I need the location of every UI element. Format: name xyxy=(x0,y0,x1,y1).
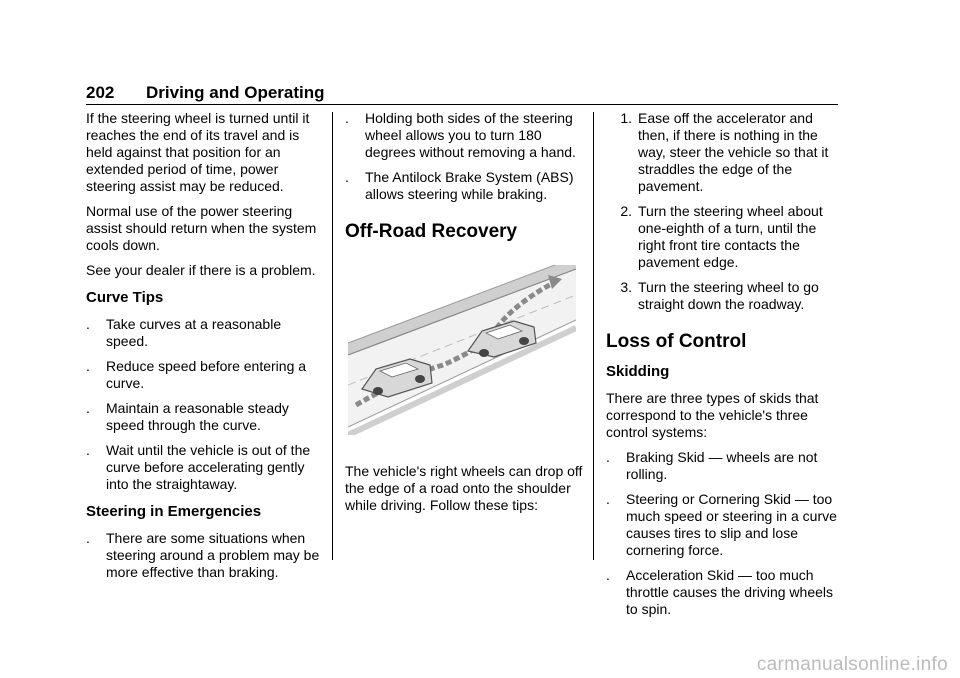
step-text: Turn the steering wheel about one-eighth of a turn, until the right front tire contacts the pavement edge. xyxy=(638,203,823,270)
column-1 xyxy=(86,110,324,589)
paragraph: Normal use of the power steering assist should return when the system cools down. xyxy=(86,203,317,253)
list-item xyxy=(606,449,844,483)
step-number: 1. xyxy=(620,110,632,126)
bullet-marker: . xyxy=(86,530,90,546)
column-3 xyxy=(606,110,844,626)
curve-tips-heading: Curve Tips xyxy=(86,289,164,306)
list-item-text: Wait until the vehicle is out of the curve before accelerating gently into the straightaway. xyxy=(106,442,311,492)
list-item-text: Braking Skid — wheels are not rolling. xyxy=(626,449,818,482)
list-item-text: Reduce speed before entering a curve. xyxy=(106,358,307,391)
list-item-text: There are some situations when steering around a problem may be more effective than braking. xyxy=(106,530,320,580)
paragraph: If the steering wheel is turned until it reaches the end of its travel and is held against that position for an extended period of time, power steering assist may be reduced. xyxy=(86,110,310,194)
bullet-marker: . xyxy=(606,491,610,507)
list-item xyxy=(86,530,324,581)
step-number: 3. xyxy=(620,279,632,295)
list-item xyxy=(86,358,324,392)
off-road-recovery-illustration xyxy=(348,265,576,435)
page-header xyxy=(86,84,838,105)
steering-emergencies-heading: Steering in Emergencies xyxy=(86,503,262,520)
bullet-marker: . xyxy=(345,110,349,126)
list-item xyxy=(86,442,324,493)
watermark: carmanualsonline.info xyxy=(756,654,948,675)
step-text: Ease off the accelerator and then, if there is nothing in the way, steer the vehicle so that it straddles the edge of the pavement. xyxy=(638,110,829,194)
numbered-step xyxy=(606,203,844,271)
paragraph: There are three types of skids that correspond to the vehicle's three control systems: xyxy=(606,390,819,440)
list-item-text: Steering or Cornering Skid — too much speed or steering in a curve causes tires to slip and lose cornering force. xyxy=(626,491,837,558)
list-item xyxy=(345,169,583,203)
bullet-marker: . xyxy=(606,567,610,583)
column-2 xyxy=(345,110,583,522)
numbered-step xyxy=(606,110,844,195)
list-item xyxy=(606,491,844,559)
bullet-marker: . xyxy=(86,358,90,374)
section-title: Driving and Operating xyxy=(146,83,325,102)
bullet-marker: . xyxy=(86,442,90,458)
list-item-text: The Antilock Brake System (ABS) allows steering while braking. xyxy=(365,169,574,202)
column-divider xyxy=(593,112,594,560)
paragraph: The vehicle's right wheels can drop off the edge of a road onto the shoulder while driving. Follow these tips: xyxy=(345,463,583,513)
column-divider xyxy=(332,112,333,560)
numbered-step xyxy=(606,279,844,313)
list-item xyxy=(86,400,324,434)
list-item xyxy=(86,316,324,350)
skidding-heading: Skidding xyxy=(606,363,670,380)
loss-of-control-heading: Loss of Control xyxy=(606,331,747,352)
bullet-marker: . xyxy=(86,316,90,332)
list-item xyxy=(606,567,844,618)
list-item xyxy=(345,110,583,161)
list-item-text: Take curves at a reasonable speed. xyxy=(106,316,282,349)
list-item-text: Holding both sides of the steering wheel allows you to turn 180 degrees without removing a hand. xyxy=(365,110,576,160)
bullet-marker: . xyxy=(86,400,90,416)
step-number: 2. xyxy=(620,203,632,219)
step-text: Turn the steering wheel to go straight down the roadway. xyxy=(638,279,819,312)
list-item-text: Acceleration Skid — too much throttle causes the driving wheels to spin. xyxy=(626,567,833,617)
bullet-marker: . xyxy=(606,449,610,465)
paragraph: See your dealer if there is a problem. xyxy=(86,262,316,278)
list-item-text: Maintain a reasonable steady speed through the curve. xyxy=(106,400,289,433)
bullet-marker: . xyxy=(345,169,349,185)
page-number: 202 xyxy=(86,83,115,102)
off-road-recovery-heading: Off-Road Recovery xyxy=(345,221,518,242)
